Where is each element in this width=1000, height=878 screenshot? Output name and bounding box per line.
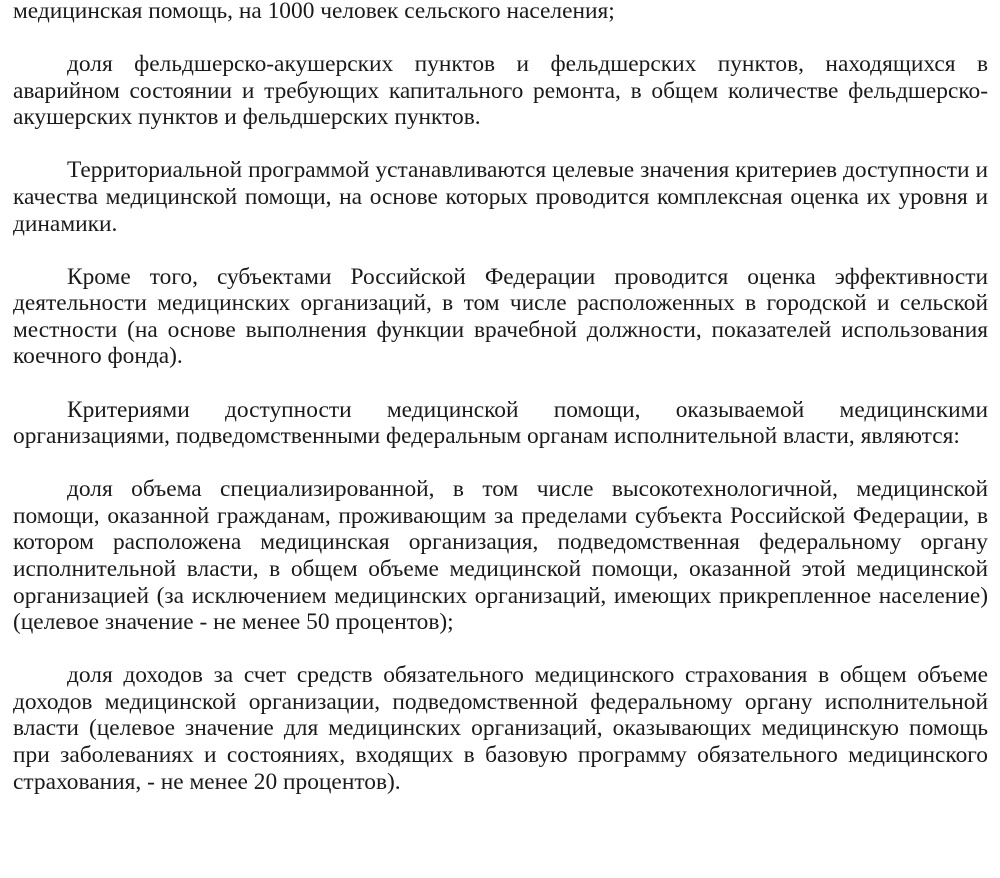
- paragraph-accessibility-criteria: Критериями доступности медицинской помощи, оказываемой медицинскими организациями, подведомственными федеральным органам исполнительной власти, являются:: [13, 396, 988, 450]
- paragraph-fap-share: доля фельдшерско-акушерских пунктов и фельдшерских пунктов, находящихся в аварийном состоянии и требующих капитального ремонта, в общем количестве фельдшерско-акушерских пунктов и фельдшерских пунктов.: [13, 51, 988, 131]
- paragraph-efficiency-assessment: Кроме того, субъектами Российской Федерации проводится оценка эффективности деятельности медицинских организаций, в том числе расположенных в городской и сельской местности (на основе выполнения функции врачебной должности, показателей использования коечного фонда).: [13, 263, 988, 370]
- paragraph-specialized-care-share: доля объема специализированной, в том числе высокотехнологичной, медицинской помощи, оказанной гражданам, проживающим за пределами субъекта Российской Федерации, в котором расположена медицинская организация, подведомственная федеральному органу исполнительной власти, в общем объеме медицинской помощи, оказанной этой медицинской организацией (за исключением медицинских организаций, имеющих прикрепленное население) (целевое значение - не менее 50 процентов);: [13, 476, 988, 636]
- paragraph-territorial-program: Территориальной программой устанавливаются целевые значения критериев доступности и качества медицинской помощи, на основе которых проводится комплексная оценка их уровня и динамики.: [13, 157, 988, 237]
- paragraph-oms-income-share: доля доходов за счет средств обязательного медицинского страхования в общем объеме доходов медицинской организации, подведомственной федеральному органу исполнительной власти (целевое значение для медицинских организаций, оказывающих медицинскую помощь при заболеваниях и состояниях, входящих в базовую программу обязательного медицинского страхования, - не менее 20 процентов).: [13, 662, 988, 795]
- paragraph-continuation: медицинская помощь, на 1000 человек сельского населения;: [13, 0, 615, 24]
